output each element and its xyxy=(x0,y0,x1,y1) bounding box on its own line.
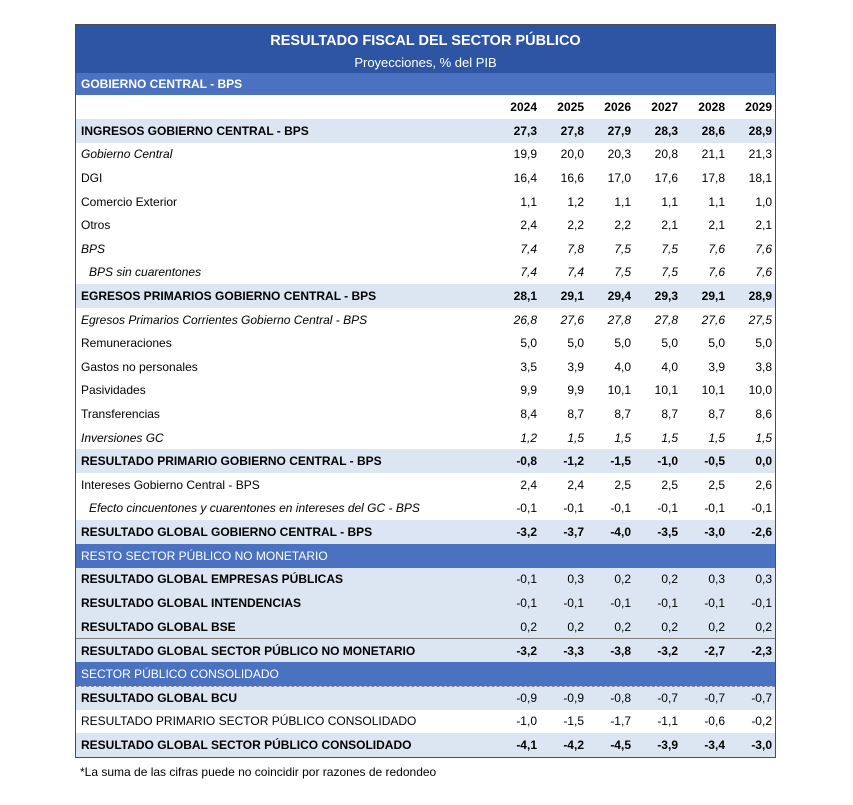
value-2026: 1,1 xyxy=(614,194,631,209)
value-2029: 5,0 xyxy=(755,336,772,351)
row-label: RESULTADO GLOBAL BSE xyxy=(81,619,236,634)
value-2025: 9,9 xyxy=(567,383,584,398)
value-2026: -0,8 xyxy=(610,691,631,706)
value-2025: -1,5 xyxy=(563,714,584,729)
value-2025: 20,0 xyxy=(560,147,584,162)
value-2028: -0,5 xyxy=(704,454,725,469)
year-2024: 2024 xyxy=(510,100,537,114)
row-label: RESULTADO GLOBAL SECTOR PÚBLICO NO MONETARIO xyxy=(81,643,416,658)
value-2027: 29,3 xyxy=(654,288,678,303)
value-2026: -0,1 xyxy=(610,501,631,516)
value-2029: 18,1 xyxy=(748,170,772,185)
value-2028: 0,3 xyxy=(708,572,725,587)
row-resultado-primario-gobierno-central-bps xyxy=(76,449,775,473)
value-2025: -4,2 xyxy=(563,738,584,753)
value-2027: -0,1 xyxy=(657,596,678,611)
row-label: RESULTADO GLOBAL BCU xyxy=(81,691,237,706)
value-2024: 0,2 xyxy=(520,619,537,634)
row-transferencias xyxy=(76,402,775,426)
value-2026: 27,9 xyxy=(607,123,631,138)
value-2024: 1,1 xyxy=(520,194,537,209)
value-2028: 2,1 xyxy=(708,218,725,233)
value-2024: 2,4 xyxy=(520,477,537,492)
value-2024: -3,2 xyxy=(516,524,537,539)
value-2028: 10,1 xyxy=(701,383,725,398)
row-label: Remuneraciones xyxy=(81,336,172,351)
value-2029: 2,1 xyxy=(755,218,772,233)
value-2025: 2,2 xyxy=(567,218,584,233)
row-comercio-exterior xyxy=(76,190,775,214)
row-label: BPS sin cuarentones xyxy=(89,265,202,280)
value-2025: 16,6 xyxy=(560,170,584,185)
value-2026: -0,1 xyxy=(610,596,631,611)
value-2028: 5,0 xyxy=(708,336,725,351)
year-2029: 2029 xyxy=(745,100,772,114)
value-2027: 2,5 xyxy=(661,477,678,492)
value-2028: -2,7 xyxy=(704,643,725,658)
value-2028: 28,6 xyxy=(701,123,725,138)
value-2029: 0,0 xyxy=(755,454,772,469)
value-2029: -0,2 xyxy=(751,714,772,729)
value-2025: 27,8 xyxy=(560,123,584,138)
value-2027: 4,0 xyxy=(661,359,678,374)
value-2026: 7,5 xyxy=(614,265,631,280)
value-2026: -1,7 xyxy=(610,714,631,729)
value-2024: -0,1 xyxy=(516,572,537,587)
row-resultado-global-intendencias xyxy=(76,591,775,615)
value-2029: 28,9 xyxy=(748,123,772,138)
row-label: RESULTADO PRIMARIO SECTOR PÚBLICO CONSOLIDADO xyxy=(81,714,417,729)
value-2027: 5,0 xyxy=(661,336,678,351)
value-2029: 7,6 xyxy=(755,241,772,256)
value-2024: -0,8 xyxy=(516,454,537,469)
value-2025: 8,7 xyxy=(567,406,584,421)
value-2024: 5,0 xyxy=(520,336,537,351)
value-2024: 26,8 xyxy=(513,312,537,327)
value-2025: -3,7 xyxy=(563,524,584,539)
value-2026: 5,0 xyxy=(614,336,631,351)
value-2027: 17,6 xyxy=(654,170,678,185)
row-resultado-global-bse xyxy=(76,615,775,639)
value-2028: 7,6 xyxy=(708,265,725,280)
value-2029: 3,8 xyxy=(755,359,772,374)
value-2029: -2,6 xyxy=(751,524,772,539)
value-2024: 27,3 xyxy=(513,123,537,138)
value-2028: 21,1 xyxy=(701,147,725,162)
row-label: INGRESOS GOBIERNO CENTRAL - BPS xyxy=(81,123,309,138)
value-2029: 1,5 xyxy=(755,430,772,445)
value-2028: -0,1 xyxy=(704,596,725,611)
row-gobierno-central xyxy=(76,143,775,167)
value-2025: 29,1 xyxy=(560,288,584,303)
value-2027: 1,1 xyxy=(661,194,678,209)
row-inversiones-gc xyxy=(76,426,775,450)
row-resultado-global-spnm xyxy=(76,638,775,662)
value-2025: 0,3 xyxy=(567,572,584,587)
value-2027: 8,7 xyxy=(661,406,678,421)
year-header-row xyxy=(76,95,775,119)
value-2027: 0,2 xyxy=(661,572,678,587)
year-2028: 2028 xyxy=(698,100,725,114)
value-2028: 2,5 xyxy=(708,477,725,492)
row-label: Otros xyxy=(81,218,111,233)
value-2024: 7,4 xyxy=(520,241,537,256)
row-ingresos-gobierno-central-bps xyxy=(76,119,775,143)
value-2024: 28,1 xyxy=(513,288,537,303)
value-2029: -0,1 xyxy=(751,596,772,611)
value-2027: 27,8 xyxy=(654,312,678,327)
value-2024: 8,4 xyxy=(520,406,537,421)
value-2026: 10,1 xyxy=(607,383,631,398)
value-2026: 2,5 xyxy=(614,477,631,492)
value-2025: -3,3 xyxy=(563,643,584,658)
value-2025: -0,1 xyxy=(563,596,584,611)
value-2029: -2,3 xyxy=(751,643,772,658)
value-2029: -3,0 xyxy=(751,738,772,753)
row-egresos-primarios-gobierno-central-bps xyxy=(76,284,775,308)
value-2028: 1,5 xyxy=(708,430,725,445)
value-2028: -0,1 xyxy=(704,501,725,516)
value-2028: 8,7 xyxy=(708,406,725,421)
value-2025: -0,1 xyxy=(563,501,584,516)
value-2024: -0,9 xyxy=(516,691,537,706)
value-2026: 17,0 xyxy=(607,170,631,185)
row-efecto-cincuentones-cuarentones xyxy=(76,497,775,521)
value-2027: -3,2 xyxy=(657,643,678,658)
footnote: *La suma de las cifras puede no coincidir por razones de redondeo xyxy=(80,765,437,779)
value-2028: -0,6 xyxy=(704,714,725,729)
value-2025: 27,6 xyxy=(560,312,584,327)
value-2027: 0,2 xyxy=(661,619,678,634)
value-2026: -3,8 xyxy=(610,643,631,658)
value-2029: -0,1 xyxy=(751,501,772,516)
value-2026: 7,5 xyxy=(614,241,631,256)
value-2028: 27,6 xyxy=(701,312,725,327)
section-heading-resto-sector-publico: RESTO SECTOR PÚBLICO NO MONETARIO xyxy=(76,544,775,568)
row-resultado-global-bcu xyxy=(76,686,775,710)
row-resultado-global-empresas-publicas xyxy=(76,568,775,592)
row-label: RESULTADO GLOBAL SECTOR PÚBLICO CONSOLIDADO xyxy=(81,738,412,753)
value-2029: 0,3 xyxy=(755,572,772,587)
row-resultado-global-gobierno-central-bps xyxy=(76,520,775,544)
row-label: Gobierno Central xyxy=(81,147,173,162)
row-egresos-primarios-corrientes xyxy=(76,308,775,332)
value-2024: -3,2 xyxy=(516,643,537,658)
value-2024: -4,1 xyxy=(516,738,537,753)
value-2025: -1,2 xyxy=(563,454,584,469)
value-2026: 1,5 xyxy=(614,430,631,445)
value-2025: 5,0 xyxy=(567,336,584,351)
value-2024: -0,1 xyxy=(516,596,537,611)
value-2025: 7,8 xyxy=(567,241,584,256)
row-pasividades xyxy=(76,379,775,403)
row-label: RESULTADO GLOBAL INTENDENCIAS xyxy=(81,596,302,611)
value-2025: 2,4 xyxy=(567,477,584,492)
value-2027: -1,0 xyxy=(657,454,678,469)
value-2026: -4,0 xyxy=(610,524,631,539)
value-2027: 28,3 xyxy=(654,123,678,138)
value-2028: 7,6 xyxy=(708,241,725,256)
row-resultado-global-spc xyxy=(76,733,775,757)
value-2025: 7,4 xyxy=(567,265,584,280)
value-2025: 1,2 xyxy=(567,194,584,209)
value-2029: 7,6 xyxy=(755,265,772,280)
value-2029: 8,6 xyxy=(755,406,772,421)
row-label: RESULTADO GLOBAL EMPRESAS PÚBLICAS xyxy=(81,572,344,587)
value-2027: 7,5 xyxy=(661,265,678,280)
row-label: Egresos Primarios Corrientes Gobierno Central - BPS xyxy=(81,312,368,327)
value-2024: 7,4 xyxy=(520,265,537,280)
value-2027: -0,7 xyxy=(657,691,678,706)
row-otros xyxy=(76,213,775,237)
value-2028: -3,4 xyxy=(704,738,725,753)
row-label: Transferencias xyxy=(81,406,160,421)
row-label: RESULTADO GLOBAL GOBIERNO CENTRAL - BPS xyxy=(81,524,373,539)
value-2024: 16,4 xyxy=(513,170,537,185)
value-2028: -3,0 xyxy=(704,524,725,539)
value-2025: 3,9 xyxy=(567,359,584,374)
value-2024: 2,4 xyxy=(520,218,537,233)
row-gastos-no-personales xyxy=(76,355,775,379)
year-2025: 2025 xyxy=(557,100,584,114)
value-2027: -0,1 xyxy=(657,501,678,516)
row-bps-sin-cuarentones xyxy=(76,261,775,285)
value-2024: 19,9 xyxy=(513,147,537,162)
table-subtitle: Proyecciones, % del PIB xyxy=(354,55,497,70)
value-2027: 10,1 xyxy=(654,383,678,398)
value-2027: -1,1 xyxy=(657,714,678,729)
row-dgi xyxy=(76,166,775,190)
row-label: Gastos no personales xyxy=(81,359,198,374)
value-2026: 4,0 xyxy=(614,359,631,374)
row-label: EGRESOS PRIMARIOS GOBIERNO CENTRAL - BPS xyxy=(81,288,377,303)
value-2027: 7,5 xyxy=(661,241,678,256)
row-resultado-primario-spc xyxy=(76,710,775,734)
value-2026: 27,8 xyxy=(607,312,631,327)
value-2028: 0,2 xyxy=(708,619,725,634)
value-2027: 20,8 xyxy=(654,147,678,162)
value-2026: 2,2 xyxy=(614,218,631,233)
row-label: Pasividades xyxy=(81,383,146,398)
value-2024: 1,2 xyxy=(520,430,537,445)
value-2024: 9,9 xyxy=(520,383,537,398)
value-2028: -0,7 xyxy=(704,691,725,706)
value-2027: 1,5 xyxy=(661,430,678,445)
row-label: Intereses Gobierno Central - BPS xyxy=(81,477,260,492)
title-band xyxy=(76,25,775,73)
row-label: DGI xyxy=(81,170,103,185)
value-2028: 3,9 xyxy=(708,359,725,374)
value-2025: 1,5 xyxy=(567,430,584,445)
year-2027: 2027 xyxy=(651,100,678,114)
value-2028: 17,8 xyxy=(701,170,725,185)
row-remuneraciones xyxy=(76,331,775,355)
row-label: Comercio Exterior xyxy=(81,194,178,209)
value-2029: 2,6 xyxy=(755,477,772,492)
value-2028: 1,1 xyxy=(708,194,725,209)
value-2026: 20,3 xyxy=(607,147,631,162)
value-2029: 0,2 xyxy=(755,619,772,634)
value-2026: 29,4 xyxy=(607,288,631,303)
row-label: BPS xyxy=(81,241,106,256)
value-2025: -0,9 xyxy=(563,691,584,706)
value-2027: -3,5 xyxy=(657,524,678,539)
section-heading-sector-publico-consolidado: SECTOR PÚBLICO CONSOLIDADO xyxy=(76,662,775,686)
value-2026: 8,7 xyxy=(614,406,631,421)
row-bps xyxy=(76,237,775,261)
value-2029: 28,9 xyxy=(748,288,772,303)
section-heading-gobierno-central: GOBIERNO CENTRAL - BPS xyxy=(76,73,775,95)
fiscal-results-table xyxy=(75,24,776,758)
row-label: RESULTADO PRIMARIO GOBIERNO CENTRAL - BPS xyxy=(81,454,382,469)
value-2026: 0,2 xyxy=(614,619,631,634)
value-2029: -0,7 xyxy=(751,691,772,706)
row-intereses-gobierno-central-bps xyxy=(76,473,775,497)
value-2029: 1,0 xyxy=(755,194,772,209)
value-2029: 21,3 xyxy=(748,147,772,162)
value-2027: 2,1 xyxy=(661,218,678,233)
value-2029: 10,0 xyxy=(748,383,772,398)
value-2027: -3,9 xyxy=(657,738,678,753)
value-2024: -0,1 xyxy=(516,501,537,516)
row-label: Efecto cincuentones y cuarentones en intereses del GC - BPS xyxy=(89,501,420,516)
table-title: RESULTADO FISCAL DEL SECTOR PÚBLICO xyxy=(270,33,581,49)
value-2029: 27,5 xyxy=(748,312,772,327)
value-2024: -1,0 xyxy=(516,714,537,729)
value-2026: -4,5 xyxy=(610,738,631,753)
value-2026: -1,5 xyxy=(610,454,631,469)
year-2026: 2026 xyxy=(604,100,631,114)
value-2028: 29,1 xyxy=(701,288,725,303)
value-2025: 0,2 xyxy=(567,619,584,634)
value-2026: 0,2 xyxy=(614,572,631,587)
row-label: Inversiones GC xyxy=(81,430,164,445)
value-2024: 3,5 xyxy=(520,359,537,374)
